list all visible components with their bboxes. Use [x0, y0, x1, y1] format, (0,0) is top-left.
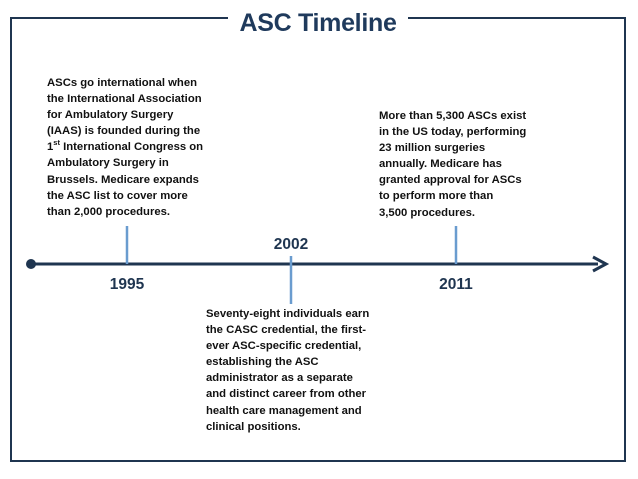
description-line: the International Association	[47, 93, 202, 106]
description-line: More than 5,300 ASCs exist	[379, 110, 527, 122]
description-line: Seventy-eight individuals earn	[206, 308, 370, 320]
description-line: and distinct career from other	[206, 388, 367, 401]
description-line: granted approval for ASCs	[379, 174, 522, 187]
description-line: 3,500 procedures.	[379, 206, 476, 219]
description-line: clinical positions.	[206, 420, 301, 433]
description-line: 1st International Congress on	[47, 138, 204, 154]
description-line: (IAAS) is founded during the	[47, 125, 201, 138]
description-line: 23 million surgeries	[379, 142, 486, 155]
description-line: ever ASC-specific credential,	[206, 340, 362, 353]
description-line: for Ambulatory Surgery	[47, 109, 174, 122]
description-line: Brussels. Medicare expands	[47, 173, 199, 186]
event-1995-year: 1995	[109, 276, 145, 293]
diagram-title: ASC Timeline	[228, 7, 408, 39]
description-line: establishing the ASC	[206, 356, 319, 369]
event-1995-description	[47, 75, 222, 220]
event-2011-year: 2011	[439, 276, 473, 293]
description-line: the CASC credential, the first-	[206, 324, 367, 337]
description-line: administrator as a separate	[206, 372, 353, 385]
description-line: health care management and	[206, 404, 362, 417]
description-line: the ASC list to cover more	[47, 189, 188, 202]
description-line: than 2,000 procedures.	[47, 205, 171, 218]
description-line: in the US today, performing	[379, 126, 527, 139]
description-line: ASCs go international when	[47, 77, 198, 89]
event-2002-year: 2002	[273, 236, 309, 253]
description-line: annually. Medicare has	[379, 158, 502, 171]
timeline-start-dot	[26, 259, 36, 269]
description-line: Ambulatory Surgery in	[47, 157, 169, 170]
description-line: to perform more than	[379, 190, 494, 203]
event-2002-description	[206, 306, 386, 435]
event-2011-description	[379, 108, 549, 221]
